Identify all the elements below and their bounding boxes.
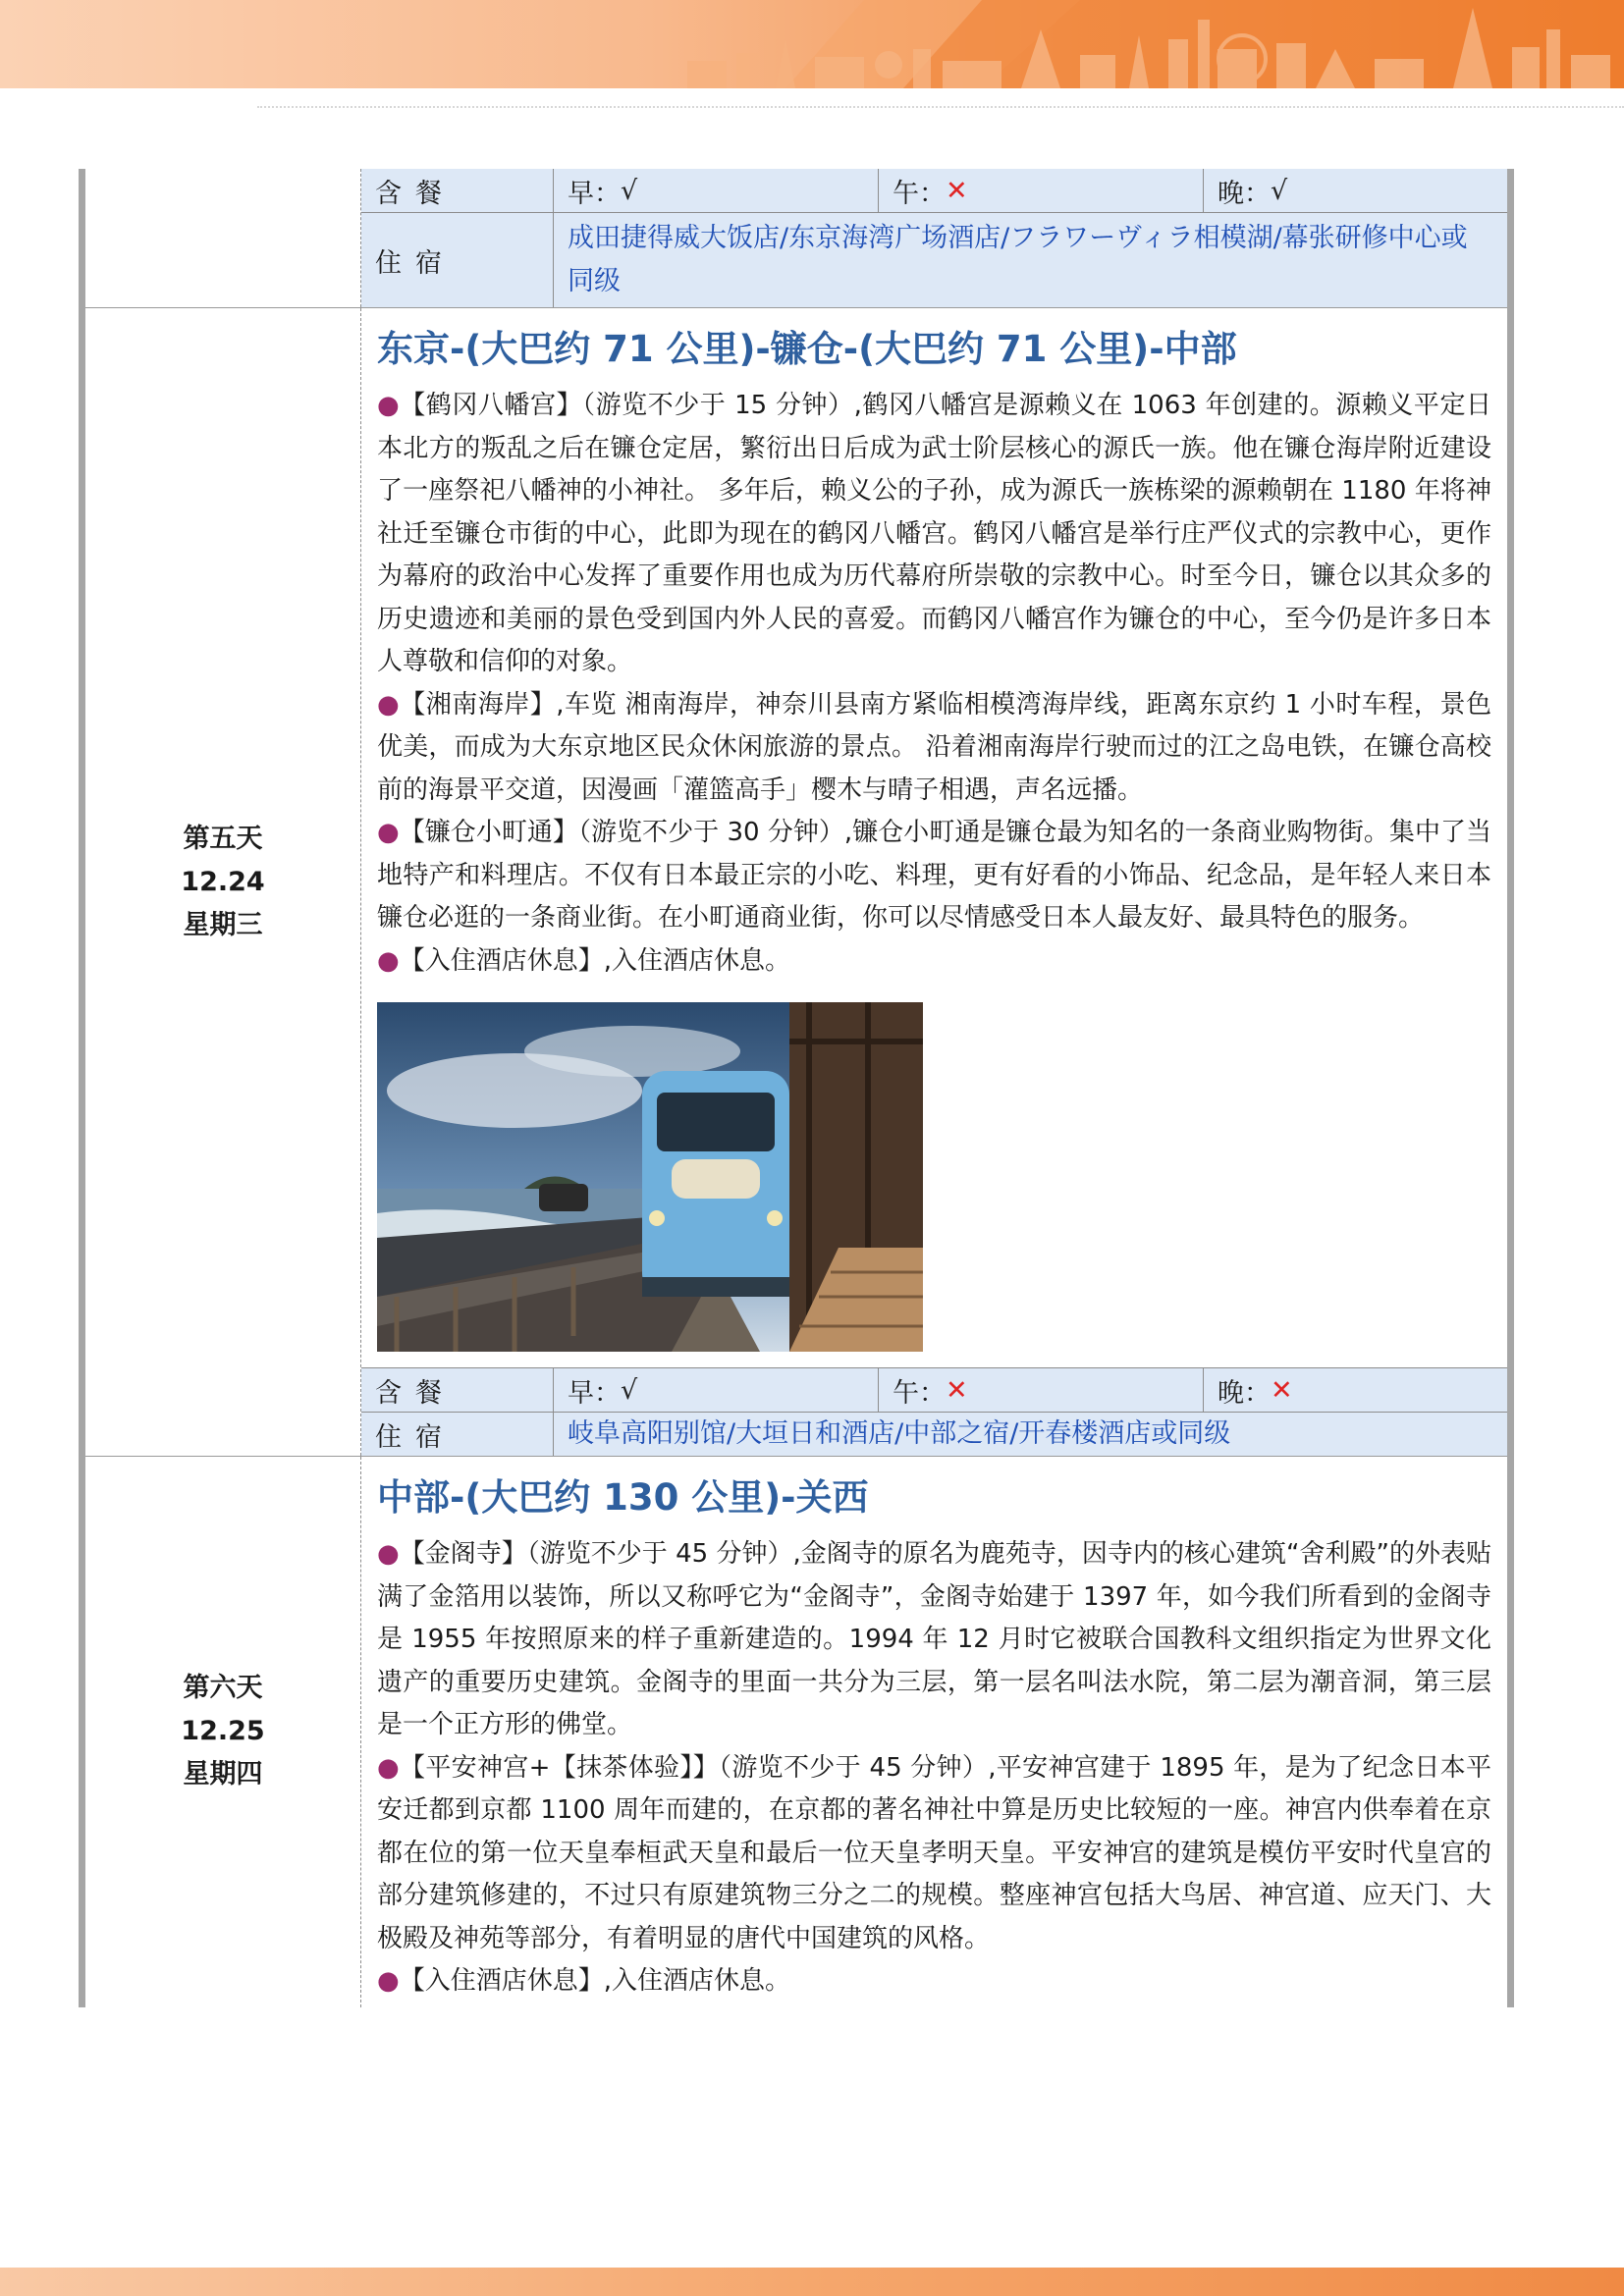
day6-row (85, 1456, 1507, 2007)
hotel-label: 住宿 (361, 213, 554, 307)
footer-band (0, 2268, 1624, 2296)
day5-body (361, 308, 1507, 1367)
day6-route-title: 中部-(大巴约 130 公里)-关西 (377, 1476, 869, 1519)
meals-row (361, 169, 1507, 212)
day6-cell (85, 1457, 361, 2007)
day5-content (361, 308, 1507, 1456)
bullet-icon: ● (377, 818, 400, 847)
bullet-icon: ● (377, 1752, 401, 1783)
check-icon: √ (1271, 175, 1288, 206)
hotel-row (361, 212, 1507, 307)
meal-breakfast: 早： √ (554, 1368, 879, 1412)
day6-weekday: 星期四 (183, 1759, 263, 1790)
day5-weekday: 星期三 (183, 909, 263, 940)
day5-route-title: 东京-(大巴约 71 公里)-镰仓-(大巴约 71 公里)-中部 (377, 328, 1237, 370)
day6-content (361, 1457, 1507, 2007)
day5-date: 12.24 (181, 866, 265, 897)
day5-para-1: ●【鹤冈八幡宫】（游览不少于 15 分钟）,鹤冈八幡宫是源赖义在 1063 年创建的。源赖义平定日本北方的叛乱之后在镰仓定居，繁衍出日后成为武士阶层核心的源氏一族。他在镰仓海岸附近建设了一座祭祀八幡神的小神社。 多年后，赖义公的子孙，成为源氏一族栋梁的源赖朝在 1180 年将神社迁至镰仓市街的中心，此即为现在的鹤冈八幡宫。鹤冈八幡宫是举行庄严仪式的宗教中心，更作为幕府的政治中心发挥了重要作用也成为历代幕府所崇敬的宗教中心。时至今日，镰仓以其众多的历史遗迹和美丽的景色受到国内外人民的喜爱。而鹤冈八幡宫作为镰仓的中心，至今仍是许多日本人尊敬和信仰的对象。 (377, 391, 1492, 676)
hotel-text: 成田捷得威大饭店/东京海湾广场酒店/フラワーヴィラ相模湖/幕张研修中心或同级 (568, 223, 1468, 296)
day6-body (361, 1457, 1507, 2007)
day5-para-3: ●【镰仓小町通】（游览不少于 30 分钟）,镰仓小町通是镰仓最为知名的一条商业购物街。集中了当地特产和料理店。不仅有日本最正宗的小吃、料理，更有好看的小饰品、纪念品，是年轻人来日本镰仓必逛的一条商业街。在小町通商业街，你可以尽情感受日本人最友好、最具特色的服务。 (377, 818, 1492, 933)
header-divider (257, 106, 1624, 108)
cross-icon: ✕ (946, 1374, 968, 1406)
day6-para-1: ●【金阁寺】（游览不少于 45 分钟）,金阁寺的原名为鹿苑寺，因寺内的核心建筑“舍利殿”的外表贴满了金箔用以装饰，所以又称呼它为“金阁寺”，金阁寺始建于 1397 年，如今我们所看到的金阁寺是 1955 年按照原来的样子重新建造的。1994 年 12 月时它被联合国教科文组织指定为世界文化遗产的重要历史建筑。金阁寺的里面一共分为三层，第一层名叫法水院，第二层为潮音洞，第三层是一个正方形的佛堂。 (377, 1539, 1491, 1739)
day5-hotel-row (361, 1412, 1507, 1456)
city-skyline-icon (0, 0, 1624, 88)
meal-lunch: 午： ✕ (879, 169, 1204, 212)
meals-label: 含餐 (361, 169, 554, 212)
bullet-icon: ● (377, 1966, 400, 1996)
meal-lunch: 午： ✕ (879, 1368, 1204, 1412)
day5-label: 第五天 (183, 823, 263, 854)
day6-para-2: ●【平安神宫+【抹茶体验】】（游览不少于 45 分钟）,平安神宫建于 1895 年，是为了纪念日本平安迁都到京都 1100 周年而建的，在京都的著名神社中算是历史比较短的一座。神宫内供奉着在京都在位的第一位天皇奉桓武天皇和最后一位天皇孝明天皇。平安神宫的建筑是模仿平安时代皇宫的部分建筑修建的，不过只有原建筑物三分之二的规模。整座神宫包括大鸟居、神宫道、应天门、大极殿及神苑等部分，有着明显的唐代中国建筑的风格。 (377, 1752, 1491, 1953)
day5-cell (85, 308, 361, 1456)
prev-day-content (361, 169, 1507, 307)
meal-dinner: 晚： √ (1218, 175, 1288, 209)
header-banner (0, 0, 1624, 88)
enoden-train-photo (377, 1002, 923, 1352)
prev-day-cell (85, 169, 361, 307)
meals-label: 含餐 (361, 1368, 554, 1412)
check-icon: √ (621, 175, 638, 206)
day5-row (85, 307, 1507, 1456)
check-icon: √ (621, 1374, 638, 1406)
prev-day-row (85, 169, 1507, 307)
bullet-icon: ● (377, 1539, 400, 1569)
meal-dinner: 晚： ✕ (1218, 1374, 1293, 1409)
cross-icon: ✕ (1271, 1374, 1293, 1406)
itinerary-table (79, 169, 1514, 2007)
hotel-label: 住宿 (361, 1413, 554, 1456)
bullet-icon: ● (377, 945, 400, 976)
day6-para-3: ●【入住酒店休息】,入住酒店休息。 (377, 1966, 790, 1996)
day6-date: 12.25 (181, 1716, 265, 1747)
day5-para-4: ●【入住酒店休息】,入住酒店休息。 (377, 945, 790, 976)
bullet-icon: ● (377, 689, 401, 720)
hotel-text: 岐阜高阳别馆/大垣日和酒店/中部之宿/开春楼酒店或同级 (568, 1418, 1231, 1449)
meal-breakfast: 早： √ (554, 169, 879, 212)
bullet-icon: ● (377, 391, 401, 420)
day5-meals-row (361, 1367, 1507, 1412)
day6-label: 第六天 (183, 1673, 263, 1704)
cross-icon: ✕ (946, 175, 968, 206)
day5-para-2: ●【湘南海岸】,车览 湘南海岸，神奈川县南方紧临相模湾海岸线，距离东京约 1 小时车程，景色优美，而成为大东京地区民众休闲旅游的景点。 沿着湘南海岸行驶而过的江之岛电铁，在镰仓高校前的海景平交道，因漫画「灌篮高手」樱木与晴子相遇，声名远播。 (377, 689, 1491, 805)
